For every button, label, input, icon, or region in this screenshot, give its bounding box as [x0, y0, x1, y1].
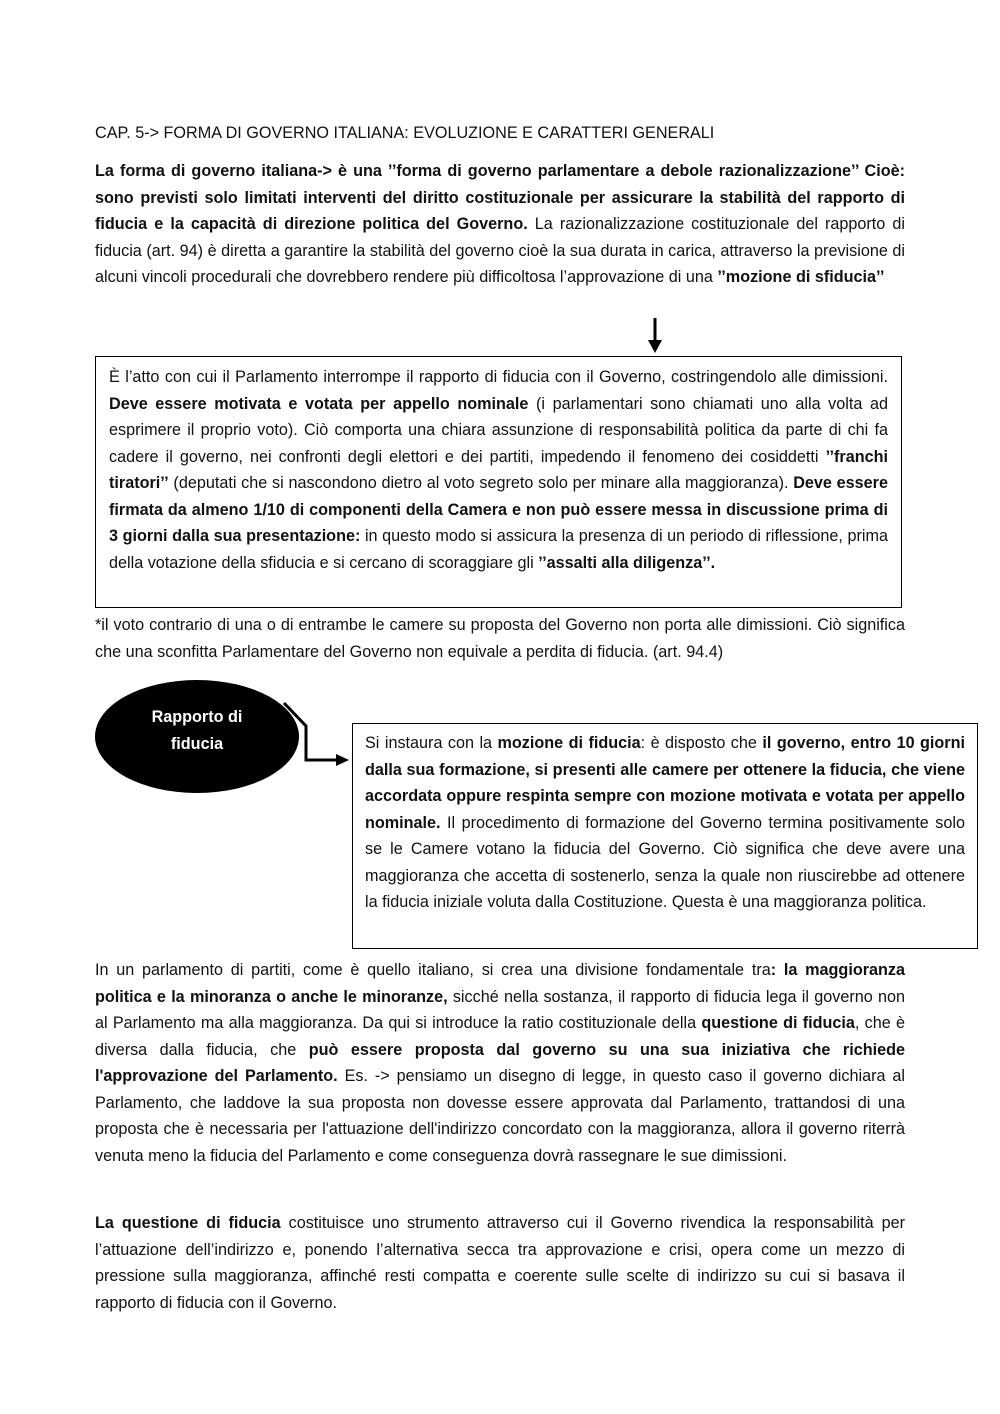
fiducia-text-1: Si instaura con la	[365, 734, 498, 752]
intro-paragraph	[95, 158, 905, 291]
sfiducia-bold-1: Deve essere motivata e votata per appello nominale	[109, 394, 529, 413]
fiducia-text-2: : è disposto che	[640, 734, 763, 752]
sfiducia-text-2: (i parlamentari sono chiamati uno alla volta ad esprimere il proprio voto). Ciò comporta una chiara assunzione di responsabilità politica da parte di chi fa cadere il governo, nei confronti degli elettori e dei partiti, impedendo il fenomeno dei cosiddetti	[109, 394, 888, 466]
conclusion-bold: La questione di fiducia	[95, 1214, 281, 1232]
fiducia-text-3: Il procedimento di formazione del Governo termina positivamente solo se le Camere votano la fiducia del Governo. Ciò significa che deve avere una maggioranza che accetta di sostenerlo, senza la quale non riuscirebbe ad ottenere la fiducia iniziale voluta dalla Costituzione. Questa è una maggioranza politica.	[365, 813, 965, 911]
intro-bold-definition: La forma di governo italiana-> è una ’’forma di governo parlamentare a debole razionalizzazione’’ Cioè: sono previsti solo limitati interventi del diritto costituzionale per assicurare la stabilità del rapporto di fiducia e la capacità di direzione politica del Governo.	[95, 162, 905, 233]
fiducia-bold-1: mozione di fiducia	[497, 734, 641, 752]
sfiducia-bold-3: Deve essere firmata da almeno 1/10 di componenti della Camera e non può essere messa in discussione prima di 3 giorni dalla sua presentazione:	[109, 474, 888, 545]
intro-text: La razionalizzazione costituzionale del rapporto di fiducia (art. 94) è diretta a garantire la stabilità del governo cioè la sua durata in carica, attraverso la previsione di alcuni vincoli procedurali che dovrebbero rendere più difficoltosa l’approvazione di una	[95, 215, 905, 286]
conclusion-text: costituisce uno strumento attraverso cui il Governo rivendica la responsabilità per l’attuazione dell’indirizzo e, ponendo l’alternativa secca tra approvazione e crisi, opera come un mezzo di pressione sulla maggioranza, affinché resti compatta e coerente sulle scelte di indirizzo su cui si basava il rapporto di fiducia con il Governo.	[95, 1214, 905, 1312]
ellipse-label: Rapporto di fiducia	[151, 707, 243, 753]
questione-text-3: , che è diversa dalla fiducia, che	[95, 1014, 905, 1059]
sfiducia-text-3: (deputati che si nascondono dietro al voto segreto solo per minare alla maggioranza).	[168, 474, 794, 492]
questione-text-1: In un parlamento di partiti, come è quello italiano, si crea una divisione fondamentale tra	[95, 961, 771, 979]
chapter-title: CAP. 5-> FORMA DI GOVERNO ITALIANA: EVOLUZIONE E CARATTERI GENERALI	[95, 124, 715, 142]
questione-bold-2: questione di fiducia	[701, 1014, 855, 1032]
questione-bold-1: : la maggioranza politica e la minoranza o anche le minoranze,	[95, 961, 905, 1006]
down-arrow-icon	[646, 318, 664, 354]
intro-bold-term: ’’mozione di sfiducia’’	[717, 268, 885, 286]
sfiducia-bold-4: ’’assalti alla diligenza’’.	[538, 553, 716, 572]
conclusion-paragraph	[95, 1210, 905, 1316]
sfiducia-bold-2: ’’franchi tiratori’’	[109, 447, 888, 492]
note-paragraph: *il voto contrario di una o di entrambe le camere su proposta del Governo non porta alle dimissioni. Ciò significa che una sconfitta Parlamentare del Governo non equivale a perdita di fiducia. (art. 94.4)	[95, 616, 905, 661]
questione-paragraph	[95, 957, 905, 1169]
sfiducia-definition-box	[95, 356, 902, 608]
fiducia-bold-2: il governo, entro 10 giorni dalla sua formazione, si presenti alle camere per ottenere la fiducia, che viene accordata oppure respinta sempre con mozione motivata e votata per appello nominale.	[365, 734, 965, 832]
fiducia-definition-box	[352, 723, 978, 949]
questione-text-4: Es. -> pensiamo un disegno di legge, in questo caso il governo dichiara al Parlamento, che laddove la sua proposta non dovesse essere approvata dal Parlamento, trattandosi di una proposta che è necessaria per l'attuazione dell'indirizzo concordato con la maggioranza, allora il governo riterrà venuta meno la fiducia del Parlamento e come conseguenza dovrà rassegnare le sue dimissioni.	[95, 1067, 905, 1165]
questione-bold-3: può essere proposta dal governo su una sua iniziativa che richiede l'approvazione del Parlamento.	[95, 1040, 905, 1085]
elbow-arrow-icon	[280, 700, 350, 770]
sfiducia-text-4: in questo modo si assicura la presenza di un periodo di riflessione, prima della votazione della sfiducia e si cercano di scoraggiare gli	[109, 527, 888, 572]
sfiducia-text-1: È l’atto con cui il Parlamento interrompe il rapporto di fiducia con il Governo, costringendolo alle dimissioni.	[109, 368, 888, 386]
rapporto-fiducia-ellipse	[95, 680, 299, 793]
questione-text-2: sicché nella sostanza, il rapporto di fiducia lega il governo non al Parlamento ma alla maggioranza. Da qui si introduce la ratio costituzionale della	[95, 987, 905, 1032]
